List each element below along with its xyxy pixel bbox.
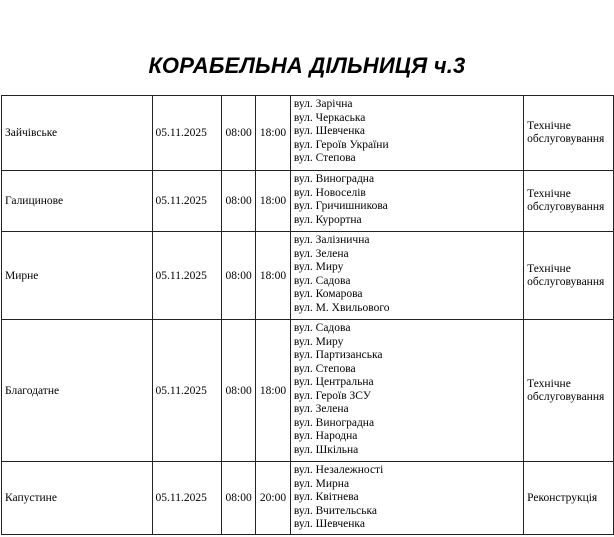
page-title: КОРАБЕЛЬНА ДІЛЬНИЦЯ ч.3 <box>148 53 466 78</box>
date-cell: 05.11.2025 <box>152 171 222 232</box>
streets-cell <box>290 320 523 462</box>
street-item: вул. М. Хвильового <box>293 301 390 314</box>
street-item: вул. Квітнева <box>293 491 359 503</box>
time-from-cell: 08:00 <box>222 320 256 462</box>
time-from-cell: 08:00 <box>222 462 256 535</box>
time-to-cell: 18:00 <box>256 96 291 171</box>
date-cell: 05.11.2025 <box>152 232 222 320</box>
date-cell: 05.11.2025 <box>152 462 222 535</box>
street-item: вул. Народна <box>293 430 358 442</box>
streets-cell <box>290 171 523 232</box>
work-type-line: обслуговування <box>527 201 605 213</box>
work-type-cell <box>524 171 614 232</box>
street-item: вул. Курортна <box>293 213 362 226</box>
time-to-cell: 18:00 <box>256 171 291 232</box>
street-item: вул. Миру <box>293 335 344 348</box>
street-item: вул. Миру <box>293 261 344 273</box>
work-type-cell <box>524 96 614 171</box>
street-item: вул. Незалежності <box>293 464 384 476</box>
work-type-cell <box>524 462 614 535</box>
time-to-cell: 20:00 <box>256 462 291 535</box>
streets-cell <box>290 462 523 535</box>
street-item: вул. Садова <box>293 322 351 334</box>
table-row <box>2 320 614 462</box>
work-type-line: Технічне <box>527 262 571 275</box>
work-type-line: обслуговування <box>527 390 605 403</box>
table-row <box>2 96 614 171</box>
time-to-cell: 18:00 <box>256 320 291 462</box>
street-item: вул. Героїв України <box>293 138 389 151</box>
time-from-cell: 08:00 <box>222 232 256 320</box>
street-item: вул. Партизанська <box>293 349 383 361</box>
street-item: вул. Залізнична <box>293 234 370 246</box>
street-item: вул. Шевченка <box>293 125 365 137</box>
street-item: вул. Зарічна <box>293 98 353 110</box>
street-item: вул. Шевченка <box>293 518 365 530</box>
streets-cell <box>290 232 523 320</box>
outage-schedule-table <box>1 95 614 535</box>
work-type-line: Технічне <box>527 377 571 390</box>
table-row <box>2 171 614 232</box>
street-item: вул. Мирна <box>293 477 350 490</box>
time-to-cell: 18:00 <box>256 232 291 320</box>
settlement-cell: Галицинове <box>2 171 153 232</box>
street-item: вул. Новоселів <box>293 186 366 199</box>
street-item: вул. Центральна <box>293 376 374 388</box>
time-from-cell: 08:00 <box>222 96 256 171</box>
street-item: вул. Виноградна <box>293 173 375 185</box>
work-type-line: Технічне <box>527 120 571 132</box>
date-cell: 05.11.2025 <box>152 96 222 171</box>
street-item: вул. Садова <box>293 274 351 287</box>
date-cell: 05.11.2025 <box>152 320 222 462</box>
street-item: вул. Героїв ЗСУ <box>293 389 371 402</box>
work-type-line: обслуговування <box>527 275 605 288</box>
street-item: вул. Виноградна <box>293 416 375 429</box>
work-type-line: Технічне <box>527 188 571 200</box>
table-row <box>2 462 614 535</box>
street-item: вул. Зелена <box>293 247 349 260</box>
street-item: вул. Гричишникова <box>293 200 388 212</box>
street-item: вул. Степова <box>293 152 356 164</box>
work-type-line: обслуговування <box>527 133 605 145</box>
settlement-cell: Благодатне <box>2 320 153 462</box>
street-item: вул. Степова <box>293 362 356 375</box>
street-item: вул. Зелена <box>293 403 349 415</box>
street-item: вул. Шкільна <box>293 443 359 456</box>
settlement-cell: Капустине <box>2 462 153 535</box>
settlement-cell: Зайчівське <box>2 96 153 171</box>
street-item: вул. Вчительська <box>293 504 377 517</box>
work-type-cell <box>524 232 614 320</box>
settlement-cell: Мирне <box>2 232 153 320</box>
streets-cell <box>290 96 523 171</box>
work-type-line: Реконструкція <box>527 491 598 504</box>
street-item: вул. Черкаська <box>293 111 366 124</box>
time-from-cell: 08:00 <box>222 171 256 232</box>
work-type-cell <box>524 320 614 462</box>
street-item: вул. Комарова <box>293 288 363 300</box>
table-row <box>2 232 614 320</box>
